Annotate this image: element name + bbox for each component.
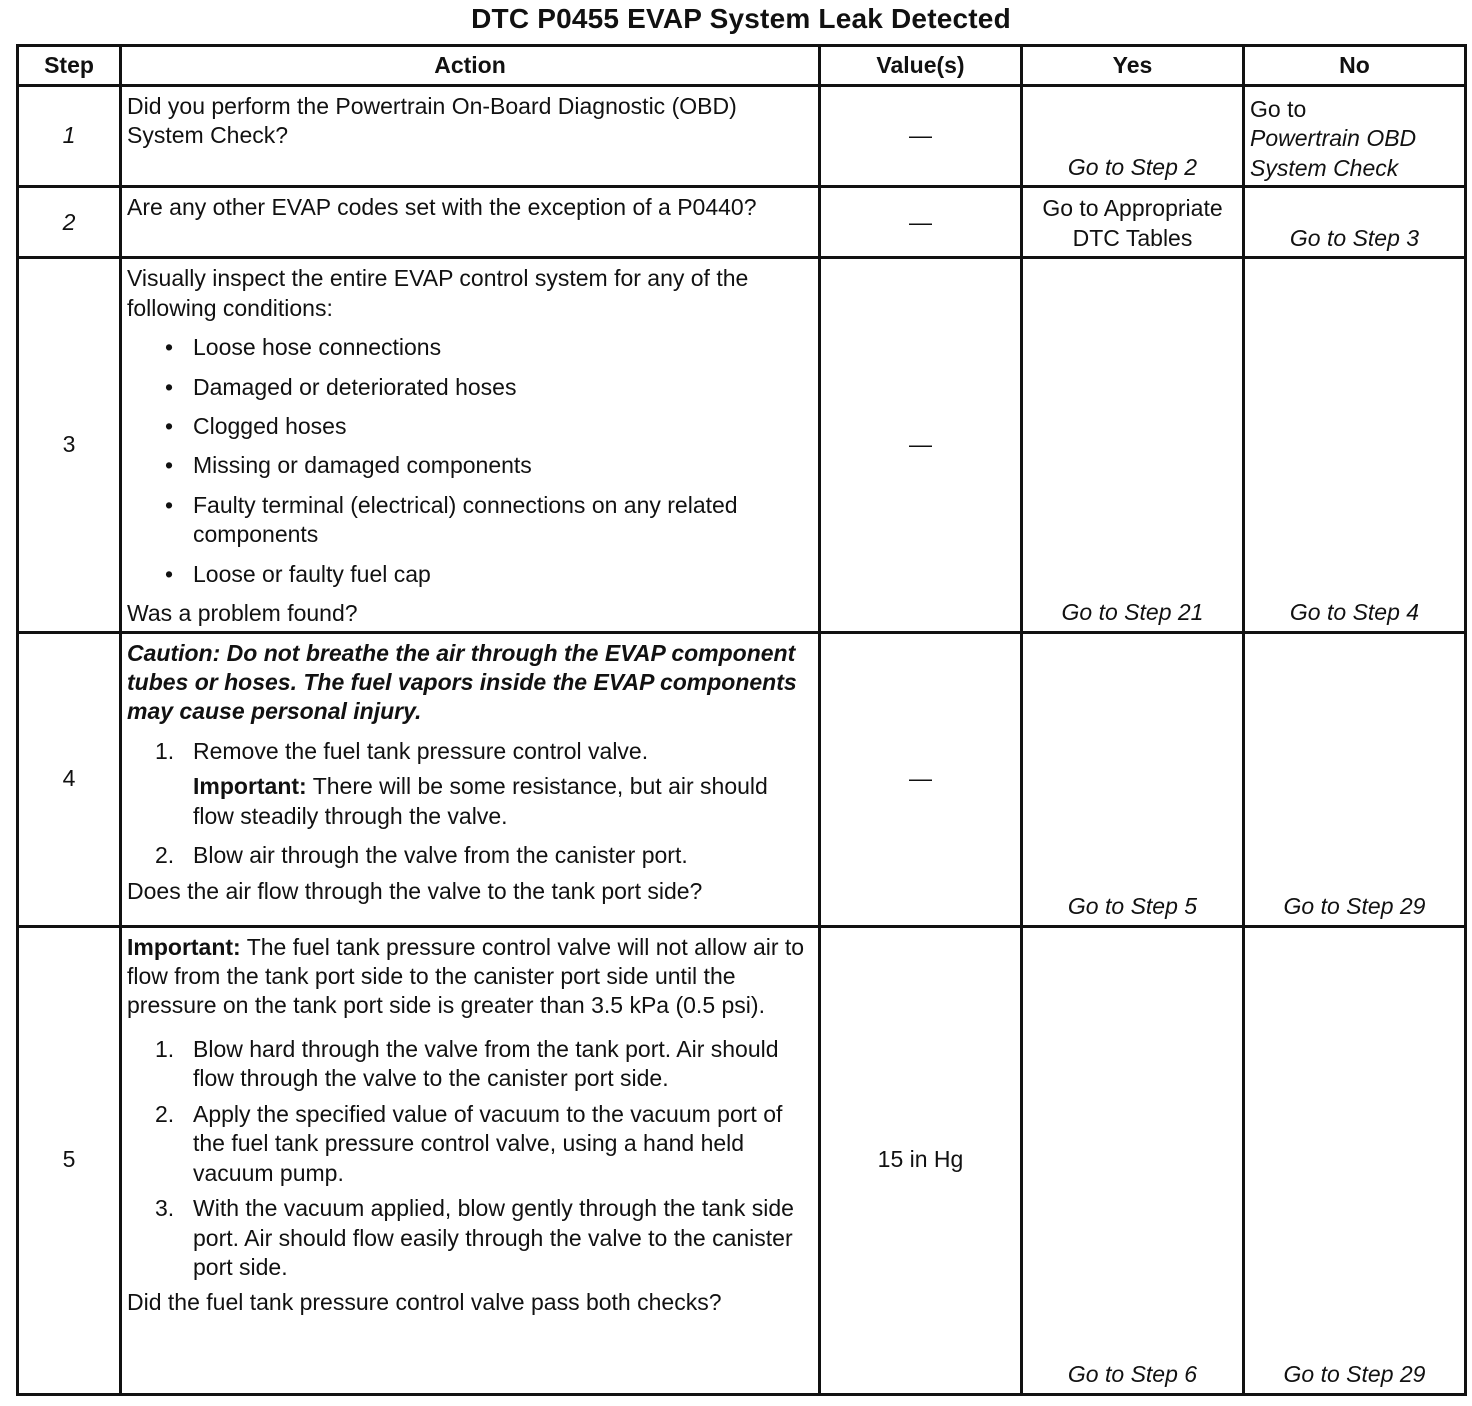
table-row	[18, 86, 1466, 187]
step-text: With the vacuum applied, blow gently through the tank side port. Air should flow easily through the valve to the canister port side.	[193, 1195, 794, 1280]
action-question: Does the air flow through the valve to the tank port side?	[127, 877, 703, 904]
action-text: Did you perform the Powertrain On-Board Diagnostic (OBD) System Check?	[121, 86, 820, 187]
condition-list	[127, 333, 813, 589]
no-link[interactable]: Go to Step 29	[1244, 632, 1466, 926]
important-note	[127, 933, 813, 1021]
header-values: Value(s)	[820, 46, 1022, 86]
value-cell: —	[820, 258, 1022, 632]
action-cell	[121, 926, 820, 1394]
step-number: 2	[18, 187, 121, 258]
diagnostic-table	[16, 44, 1467, 1396]
yes-link[interactable]: Go to Step 6	[1022, 926, 1244, 1394]
important-label: Important:	[193, 773, 307, 800]
action-question: Was a problem found?	[127, 600, 358, 627]
step-number: 1	[18, 86, 121, 187]
table-row	[18, 258, 1466, 632]
step-number: 4	[18, 632, 121, 926]
step-number: 5	[18, 926, 121, 1394]
list-item: • Clogged hoses	[127, 412, 813, 441]
important-note	[127, 772, 813, 831]
action-cell	[121, 632, 820, 926]
step-num: 2.	[155, 1100, 175, 1127]
procedure-list	[127, 737, 813, 766]
value-cell: 15 in Hg	[820, 926, 1022, 1394]
table-header-row	[18, 46, 1466, 86]
step-num: 1.	[155, 1035, 175, 1062]
action-text: Are any other EVAP codes set with the exception of a P0440?	[121, 187, 820, 258]
value-cell: —	[820, 187, 1022, 258]
list-item: • Faulty terminal (electrical) connections on any related components	[127, 491, 813, 550]
step-text: Remove the fuel tank pressure control valve.	[193, 737, 649, 764]
yes-link[interactable]: Go to Step 21	[1022, 258, 1244, 632]
step-text: Blow air through the valve from the canister port.	[193, 842, 688, 869]
step-text: Blow hard through the valve from the tank port. Air should flow through the valve to the canister port side.	[193, 1035, 779, 1092]
list-item	[127, 1100, 813, 1188]
no-cell[interactable]	[1244, 86, 1466, 187]
important-text: The fuel tank pressure control valve will not allow air to flow from the tank port side to the canister port side until the pressure on the tank port side is greater than 3.5 kPa (0.5 psi).	[127, 933, 805, 1019]
action-intro: Visually inspect the entire EVAP control system for any of the following conditions:	[127, 265, 749, 321]
important-text: There will be some resistance, but air should flow steadily through the valve.	[193, 773, 768, 829]
procedure-list	[127, 1035, 813, 1283]
yes-link[interactable]: Go to Step 5	[1022, 632, 1244, 926]
step-number: 3	[18, 258, 121, 632]
no-link[interactable]: Go to Step 4	[1244, 258, 1466, 632]
header-no: No	[1244, 46, 1466, 86]
yes-link[interactable]: Go to Step 2	[1022, 86, 1244, 187]
procedure-list	[127, 841, 813, 870]
table-row	[18, 632, 1466, 926]
list-item	[127, 1035, 813, 1094]
table-row	[18, 926, 1466, 1394]
caution-text: Caution: Do not breathe the air through the EVAP component tubes or hoses. The fuel vapors inside the EVAP components may cause personal injury.	[127, 639, 797, 725]
page-title: DTC P0455 EVAP System Leak Detected	[471, 3, 1011, 34]
list-item: • Missing or damaged components	[127, 451, 813, 480]
no-prefix: Go to	[1250, 96, 1307, 122]
list-item: • Loose or faulty fuel cap	[127, 560, 813, 589]
header-action: Action	[121, 46, 820, 86]
step-num: 3.	[155, 1195, 175, 1222]
important-label: Important:	[127, 933, 241, 960]
action-cell	[121, 258, 820, 632]
table-row	[18, 187, 1466, 258]
no-link[interactable]: Go to Step 3	[1244, 187, 1466, 258]
header-step: Step	[18, 46, 121, 86]
list-item	[127, 841, 813, 870]
list-item	[127, 1194, 813, 1282]
list-item	[127, 737, 813, 766]
value-cell: —	[820, 632, 1022, 926]
step-text: Apply the specified value of vacuum to the vacuum port of the fuel tank pressure control valve, using a hand held vacuum pump.	[193, 1100, 783, 1186]
no-link[interactable]: Go to Step 29	[1244, 926, 1466, 1394]
value-cell: —	[820, 86, 1022, 187]
list-item: • Damaged or deteriorated hoses	[127, 373, 813, 402]
no-link[interactable]: Powertrain OBD System Check	[1250, 125, 1417, 181]
action-question: Did the fuel tank pressure control valve pass both checks?	[127, 1289, 722, 1316]
yes-link[interactable]: Go to Appropriate DTC Tables	[1022, 187, 1244, 258]
step-num: 1.	[155, 737, 175, 764]
list-item: • Loose hose connections	[127, 333, 813, 362]
header-yes: Yes	[1022, 46, 1244, 86]
step-num: 2.	[155, 842, 175, 869]
